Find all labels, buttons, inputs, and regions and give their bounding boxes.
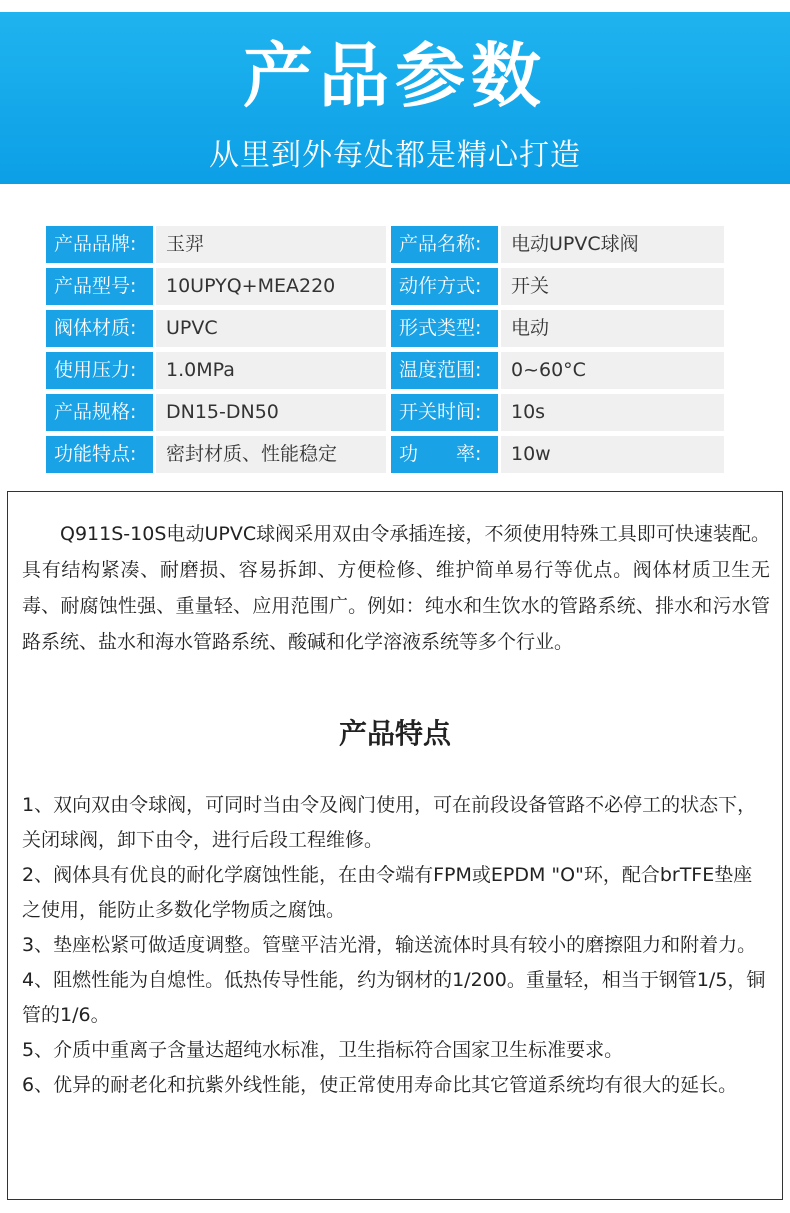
feature-item: 2、阀体具有优良的耐化学腐蚀性能，在由令端有FPM或EPDM "O"环，配合brTFE垫座之使用，能防止多数化学物质之腐蚀。	[22, 864, 753, 921]
feature-item: 3、垫座松紧可做适度调整。管壁平洁光滑，输送流体时具有较小的磨擦阻力和附着力。	[22, 934, 757, 956]
features-list	[22, 788, 770, 1103]
spec-row	[46, 310, 744, 347]
spec-label: 产品名称:	[391, 226, 498, 263]
intro-paragraph: Q911S-10S电动UPVC球阀采用双由令承插连接，不须使用特殊工具即可快速装配。具有结构紧凑、耐磨损、容易拆卸、方便检修、维护简单易行等优点。阀体材质卫生无毒、耐腐蚀性强、重量轻、应用范围广。例如：纯水和生饮水的管路系统、排水和污水管路系统、盐水和海水管路系统、酸碱和化学溶液系统等多个行业。	[22, 523, 770, 653]
spec-row	[46, 394, 744, 431]
spec-value: 10w	[501, 436, 724, 473]
feature-item: 4、阻燃性能为自熄性。低热传导性能，约为钢材的1/200。重量轻，相当于钢管1/5，铜管的1/6。	[22, 969, 766, 1026]
header-banner	[0, 12, 790, 184]
spec-label: 功能特点:	[46, 436, 153, 473]
spec-value: 电动	[501, 310, 724, 347]
feature-item: 6、优异的耐老化和抗紫外线性能，使正常使用寿命比其它管道系统均有很大的延长。	[22, 1074, 738, 1096]
spec-row	[46, 436, 744, 473]
spec-row	[46, 226, 744, 263]
spec-value: 开关	[501, 268, 724, 305]
feature-item: 1、双向双由令球阀，可同时当由令及阀门使用，可在前段设备管路不必停工的状态下，关闭球阀，卸下由令，进行后段工程维修。	[22, 794, 757, 851]
spec-value: DN15-DN50	[156, 394, 386, 431]
spec-label: 产品品牌:	[46, 226, 153, 263]
spec-value: 0~60°C	[501, 352, 724, 389]
spec-label: 使用压力:	[46, 352, 153, 389]
spec-table	[46, 226, 744, 478]
spec-label: 产品规格:	[46, 394, 153, 431]
spec-label: 动作方式:	[391, 268, 498, 305]
spec-label: 阀体材质:	[46, 310, 153, 347]
spec-value: 10s	[501, 394, 724, 431]
page-subtitle: 从里到外每处都是精心打造	[209, 138, 581, 173]
spec-value: 1.0MPa	[156, 352, 386, 389]
spec-row	[46, 268, 744, 305]
spec-value: 10UPYQ+MEA220	[156, 268, 386, 305]
page-title: 产品参数	[243, 35, 547, 117]
spec-label: 开关时间:	[391, 394, 498, 431]
spec-row	[46, 352, 744, 389]
feature-item: 5、介质中重离子含量达超纯水标准，卫生指标符合国家卫生标准要求。	[22, 1039, 624, 1061]
spec-value: 密封材质、性能稳定	[156, 436, 386, 473]
spec-label: 温度范围:	[391, 352, 498, 389]
spec-value: 玉羿	[156, 226, 386, 263]
features-heading: 产品特点	[338, 717, 451, 750]
spec-label: 产品型号:	[46, 268, 153, 305]
spec-value: 电动UPVC球阀	[501, 226, 724, 263]
spec-label: 形式类型:	[391, 310, 498, 347]
spec-value: UPVC	[156, 310, 386, 347]
spec-label: 功 率:	[391, 436, 498, 473]
description-box	[7, 491, 783, 1200]
